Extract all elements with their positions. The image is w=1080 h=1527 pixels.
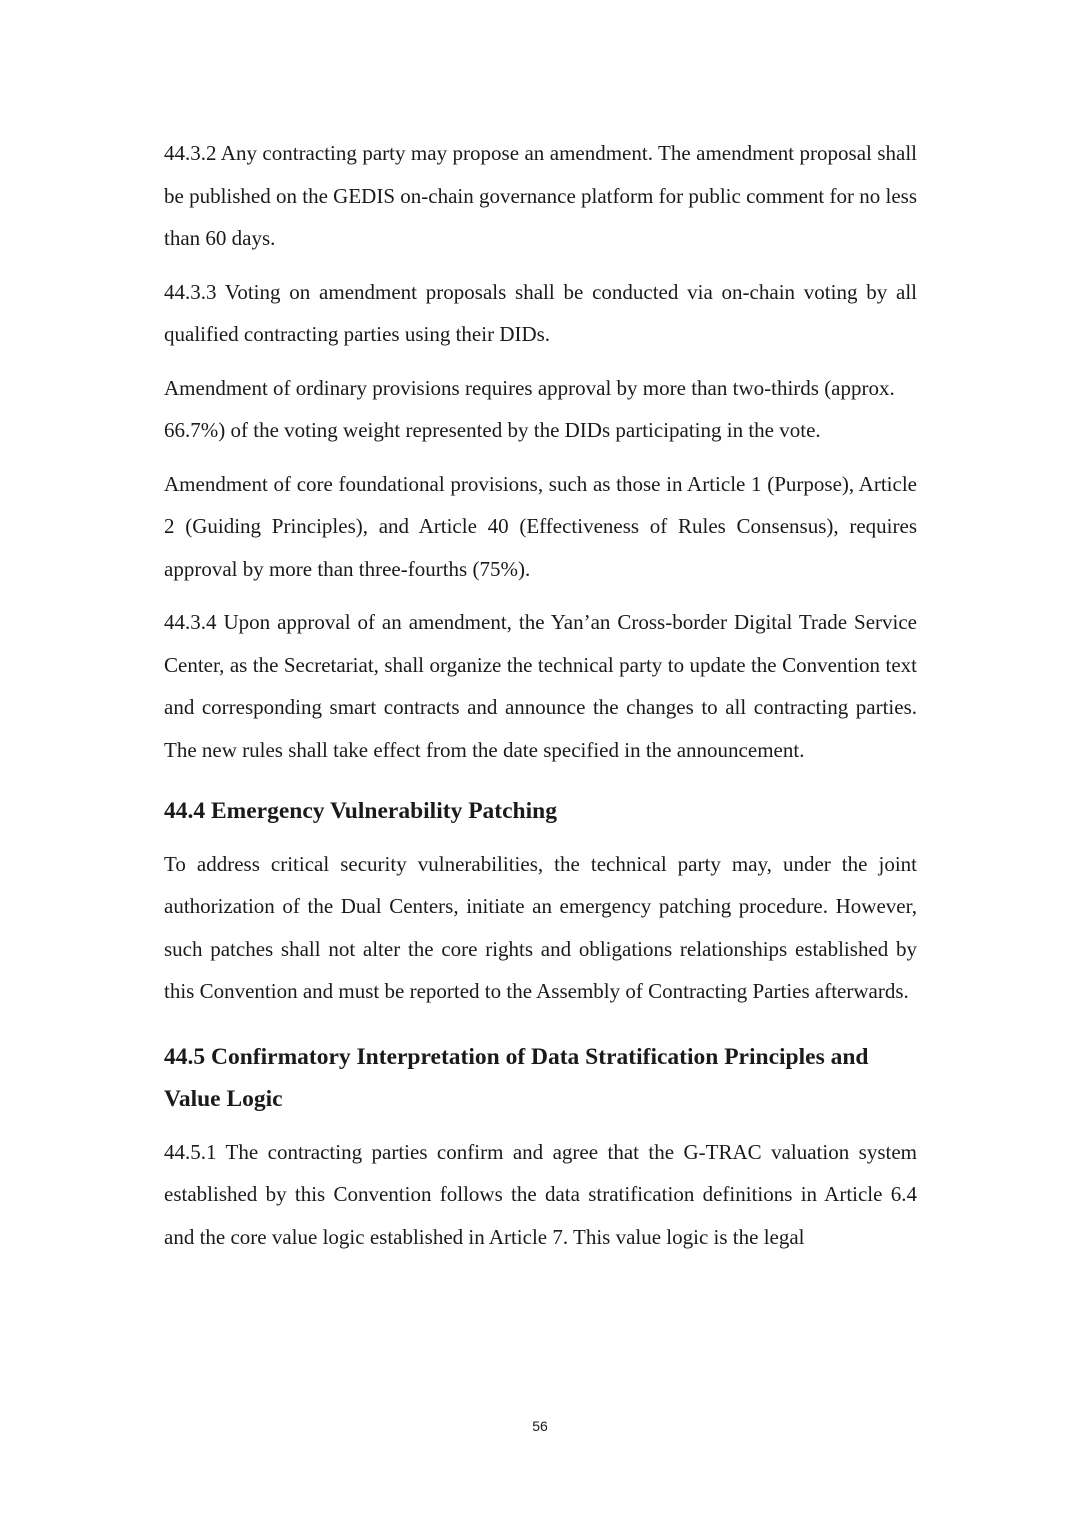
page-content: [164, 132, 917, 1269]
section-heading-44-4: 44.4 Emergency Vulnerability Patching: [164, 798, 557, 824]
paragraph-44-3-2: 44.3.2 Any contracting party may propose an amendment. The amendment proposal shall be published on the GEDIS on-chain governance platform for public comment for no less than 60 days.: [164, 141, 917, 250]
paragraph-44-3-4: 44.3.4 Upon approval of an amendment, the Yan’an Cross-border Digital Trade Service Center, as the Secretariat, shall organize the technical party to update the Convention text and corresponding smart contracts and announce the changes to all contracting parties. The new rules shall take effect from the date specified in the announcement.: [164, 610, 917, 762]
page-number: 56: [532, 1418, 548, 1434]
paragraph-ordinary-provisions: Amendment of ordinary provisions requires approval by more than two-thirds (approx. 66.7%) of the voting weight represented by the DIDs participating in the vote.: [164, 375, 895, 442]
paragraph-44-5-1: 44.5.1 The contracting parties confirm and agree that the G-TRAC valuation system established by this Convention follows the data stratification definitions in Article 6.4 and the core value logic established in Article 7. This value logic is the legal: [164, 1139, 917, 1249]
paragraph-core-provisions: Amendment of core foundational provisions, such as those in Article 1 (Purpose), Article 2 (Guiding Principles), and Article 40 (Effectiveness of Rules Consensus), requires approval by more than three-fourths (75%).: [164, 471, 917, 581]
section-heading-44-5: 44.5 Confirmatory Interpretation of Data Stratification Principles and Value Logic: [164, 1043, 869, 1112]
paragraph-44-3-3: 44.3.3 Voting on amendment proposals shall be conducted via on-chain voting by all qualified contracting parties using their DIDs.: [164, 279, 917, 346]
paragraph-44-4-body: To address critical security vulnerabilities, the technical party may, under the joint authorization of the Dual Centers, initiate an emergency patching procedure. However, such patches shall not alter the core rights and obligations relationships established by this Convention and must be reported to the Assembly of Contracting Parties afterwards.: [164, 851, 917, 1003]
